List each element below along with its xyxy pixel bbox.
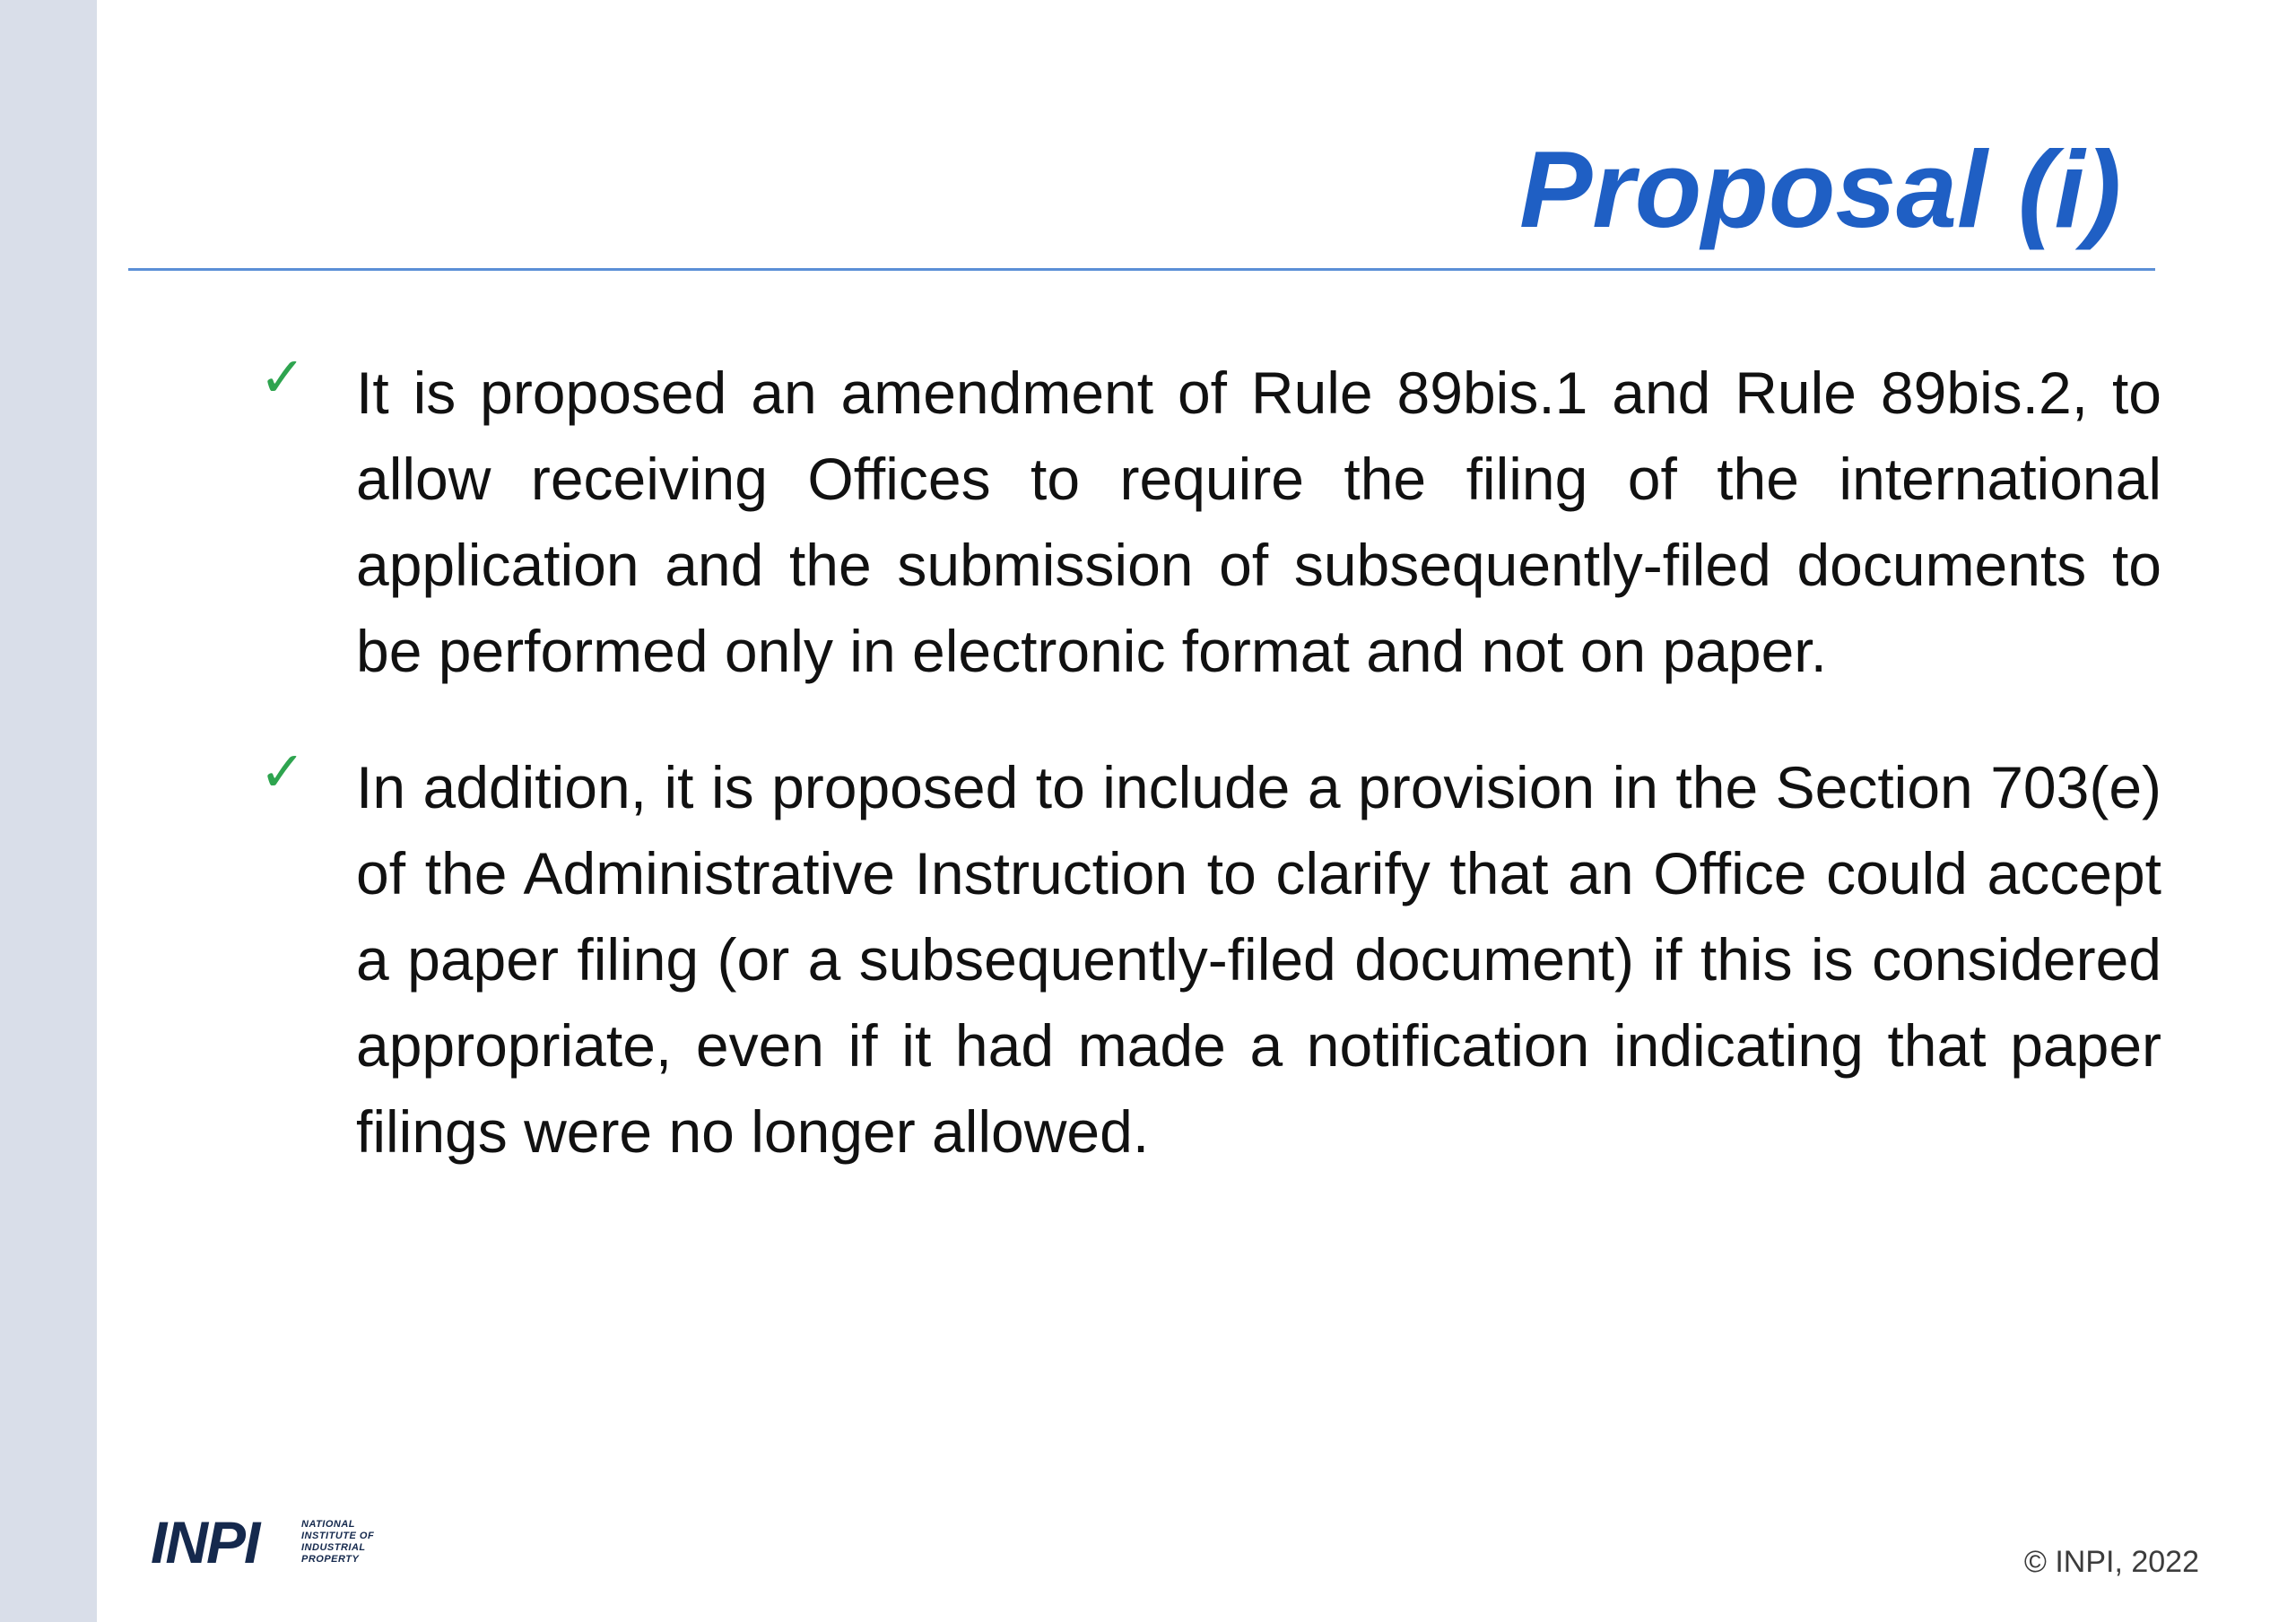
left-side-band — [0, 0, 97, 1622]
bullet-text: In addition, it is proposed to include a provision in the Section 703(e) of the Administrative Instruction to clarify that an Office could accept a paper filing (or a subsequently-filed document) if this is considered appropriate, even if it had made a notification indicating that paper filings were no longer allowed. — [356, 754, 2161, 1165]
check-icon: ✓ — [259, 344, 306, 410]
check-icon: ✓ — [259, 739, 306, 804]
title-underline — [128, 268, 2155, 271]
logo-mark: INPI — [151, 1509, 259, 1575]
bullet-item-amendment — [256, 344, 2161, 694]
logo-subtitle: NATIONAL INSTITUTE OF INDUSTRIAL PROPERTY — [301, 1519, 375, 1565]
inpi-logo — [151, 1509, 429, 1575]
slide-title: Proposal (i) — [1518, 128, 2121, 250]
copyright-notice: © INPI, 2022 — [2023, 1545, 2199, 1579]
bullet-list — [256, 344, 2161, 1225]
bullet-text: It is proposed an amendment of Rule 89bis.1 and Rule 89bis.2, to allow receiving Offices to require the filing of the international application and the submission of subsequently-filed documents to be performed only in electronic format and not on paper. — [356, 360, 2161, 684]
bullet-item-provision — [256, 739, 2161, 1175]
